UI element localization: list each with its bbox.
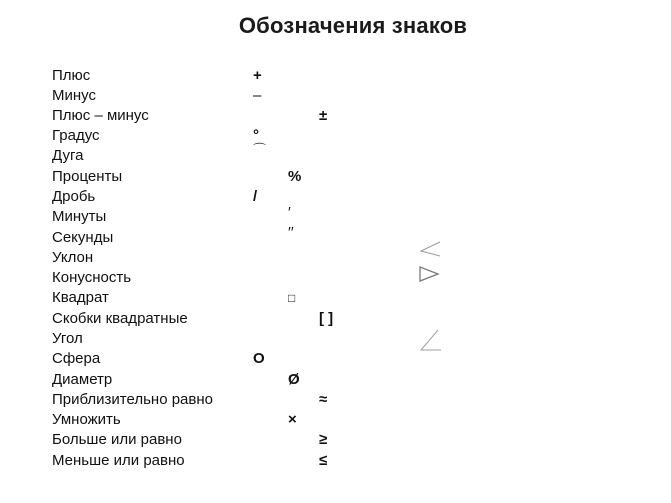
sign-name: Больше или равно xyxy=(52,431,182,448)
sign-symbol: O xyxy=(253,350,265,367)
sign-name: Минуты xyxy=(52,208,107,225)
table-row xyxy=(52,451,652,471)
sign-symbol: [ ] xyxy=(319,310,334,327)
sign-symbol: □ xyxy=(288,291,296,305)
sign-symbol: % xyxy=(288,168,302,185)
table-row xyxy=(52,349,652,369)
sign-name: Плюс xyxy=(52,67,91,84)
sign-symbol: ⌒ xyxy=(253,142,267,157)
sign-symbol: ′ xyxy=(288,204,291,221)
table-row xyxy=(52,410,652,430)
table-row xyxy=(52,106,652,126)
sign-symbol: ≈ xyxy=(319,391,328,408)
table-row xyxy=(52,204,652,227)
table-row xyxy=(52,142,652,166)
sign-symbol: ′′ xyxy=(288,224,294,241)
sign-name: Квадрат xyxy=(52,289,109,306)
taper-sign-icon xyxy=(418,265,442,283)
table-row xyxy=(52,224,652,248)
sign-name: Умножить xyxy=(52,411,121,428)
sign-name: Дуга xyxy=(52,147,84,164)
sign-name: Секунды xyxy=(52,229,114,246)
sign-symbol: + xyxy=(253,67,262,84)
sign-name: Градус xyxy=(52,127,100,144)
table-row xyxy=(52,430,652,450)
sign-name: Дробь xyxy=(52,188,96,205)
page-title: Обозначения знаков xyxy=(238,13,468,38)
sign-symbol: – xyxy=(253,87,262,104)
sign-name: Приблизительно равно xyxy=(52,391,213,408)
sign-name: Сфера xyxy=(52,350,101,367)
table-row xyxy=(52,390,652,410)
table-row xyxy=(52,86,652,106)
sign-name: Диаметр xyxy=(52,371,113,388)
sign-name: Проценты xyxy=(52,168,123,185)
sign-symbol: × xyxy=(288,411,297,428)
sign-symbol: / xyxy=(253,188,258,205)
sign-symbol: ≤ xyxy=(319,452,328,469)
table-row xyxy=(52,268,652,288)
table-row xyxy=(52,187,652,207)
table-row xyxy=(52,167,652,187)
sign-name: Конусность xyxy=(52,269,132,286)
table-row xyxy=(52,370,652,390)
sign-name: Меньше или равно xyxy=(52,452,185,469)
table-row xyxy=(52,329,652,349)
sign-name: Плюс – минус xyxy=(52,107,149,124)
table-row xyxy=(52,126,652,146)
sign-symbol: ° xyxy=(253,127,259,144)
table-row xyxy=(52,248,652,268)
sign-symbol: Ø xyxy=(288,371,300,388)
sign-symbol: ± xyxy=(319,107,328,124)
table-row xyxy=(52,66,652,86)
sign-name: Уклон xyxy=(52,249,94,266)
sign-name: Скобки квадратные xyxy=(52,310,188,327)
table-row xyxy=(52,309,652,329)
slope-sign-icon xyxy=(418,240,444,258)
sign-symbol: ≥ xyxy=(319,431,328,448)
angle-sign-icon xyxy=(418,328,444,354)
sign-name: Минус xyxy=(52,87,96,104)
sign-name: Угол xyxy=(52,330,83,347)
table-row xyxy=(52,288,652,308)
